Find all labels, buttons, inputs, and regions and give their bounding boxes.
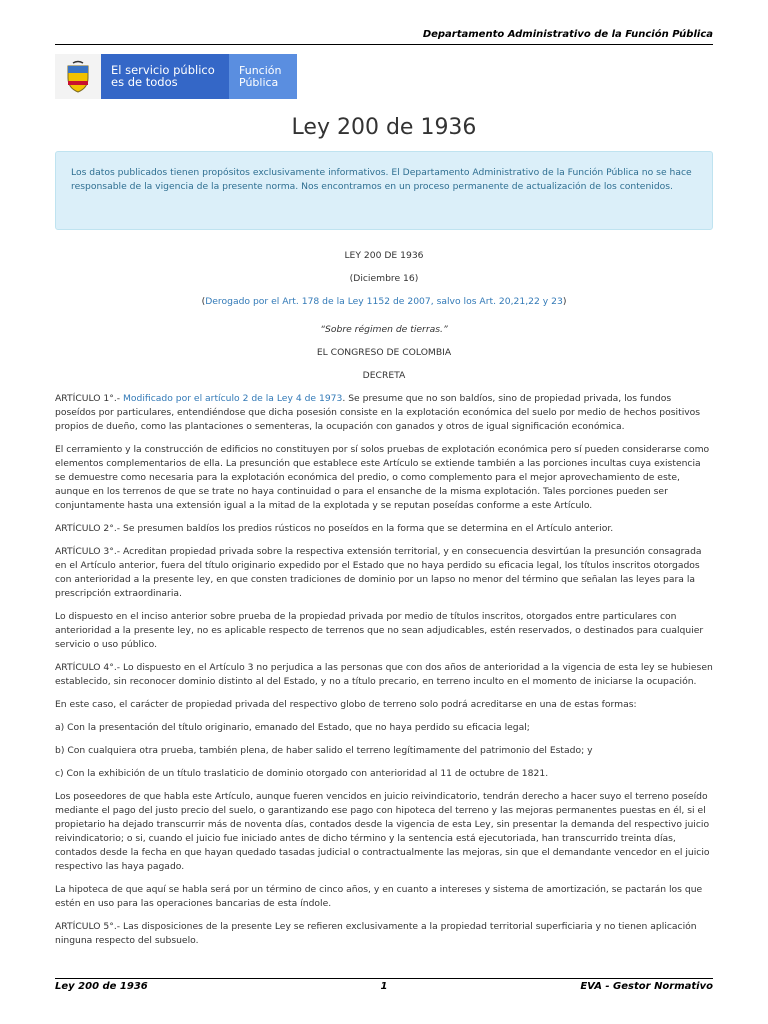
page-header-org: Departamento Administrativo de la Función Pública: [422, 29, 713, 40]
paragraph-hipoteca: La hipoteca de que aquí se habla será por un término de cinco años, y en cuanto a intereses y sistema de amortización, se pactarán los que estén en uso para las operaciones bancarias de esta índole.: [55, 884, 703, 909]
colombia-coat-of-arms-icon: [55, 54, 101, 99]
paragraph-cerramiento: El cerramiento y la construcción de edificios no constituyen por sí solos pruebas de explotación económica pero sí pueden considerarse como elementos complementarios de ella. La presunción que establece este Artículo se extiende también a las porciones incultas cuya existencia se demuestre como necesaria para la explotación económica del predio, o como complemento para el mejor aprovechamiento de este, aunque en los terrenos de que se trate no haya continuidad o para el ensanche de la misma explotación. Tales porciones pueden ser conjuntamente hasta una extensión igual a la mitad de la explotada y se reputan poseídas conforme a este Artículo.: [55, 444, 710, 511]
gov-logo: [55, 54, 297, 99]
article-5: ARTÍCULO 5°.- Las disposiciones de la presente Ley se refieren exclusivamente a la propiedad territorial superficiaria y no tienen aplicación ninguna respecto del subsuelo.: [55, 921, 697, 946]
law-heading: LEY 200 DE 1936: [344, 250, 424, 261]
law-subject: “Sobre régimen de tierras.”: [320, 324, 448, 335]
paragraph-caso: En este caso, el carácter de propiedad privada del respectivo globo de terreno solo podrá acreditarse en una de estas formas:: [55, 699, 637, 710]
disclaimer-notice: Los datos publicados tienen propósitos exclusivamente informativos. El Departamento Administrativo de la Función Pública no se hace responsable de la vigencia de la presente norma. Nos encontramos en un proceso permanente de actualización de los contenidos.: [55, 151, 713, 230]
item-a: a) Con la presentación del título originario, emanado del Estado, que no haya perdido su eficacia legal;: [55, 722, 530, 733]
article-2: ARTÍCULO 2°.- Se presumen baldíos los predios rústicos no poseídos en la forma que se determina en el Artículo anterior.: [55, 523, 614, 534]
paragraph-dispuesto: Lo dispuesto en el inciso anterior sobre prueba de la propiedad privada por medio de títulos inscritos, otorgados entre particulares con anterioridad a la presente ley, no es aplicable respecto de terrenos que no sean adjudicables, estén reservados, o destinados para cualquier servicio o uso público.: [55, 611, 704, 650]
item-c: c) Con la exhibición de un título traslaticio de dominio otorgado con anterioridad al 11 de octubre de 1821.: [55, 768, 549, 779]
law-content: [55, 249, 713, 957]
article-4: ARTÍCULO 4°.- Lo dispuesto en el Artículo 3 no perjudica a las personas que con dos años de anterioridad a la vigencia de esta ley se hubiesen establecido, sin reconocer dominio distinto al del Estado, y no a título precario, en terreno inculto en el momento de iniciarse la ocupación.: [55, 662, 713, 687]
derogation-link[interactable]: Derogado por el Art. 178 de la Ley 1152 de 2007, salvo los Art. 20,21,22 y 23: [205, 296, 563, 307]
logo-slogan: El servicio público es de todos: [101, 54, 229, 99]
paragraph-poseedores: Los poseedores de que habla este Artículo, aunque fueren vencidos en juicio reivindicatorio, tendrán derecho a hacer suyo el terreno poseído mediante el pago del justo precio del suelo, o garantizando ese pago con hipoteca del terreno y las mejoras permanentes puestas en él, si el propietario ha dejado transcurrir más de noventa días, contados desde la vigencia de esta Ley, sin presentar la demanda del respectivo juicio reivindicatorio; o si, cuando el juicio fue iniciado antes de dicho término y la sentencia está ejecutoriada, han transcurrido treinta días, contados desde la fecha en que hayan quedado tasadas judicial o contractualmente las mejoras, sin que el demandante vencedor en el juicio respectivo las haya pagado.: [55, 791, 710, 872]
logo-funcion-publica: Función Pública: [229, 54, 297, 99]
article-1: ARTÍCULO 1°.- Modificado por el artículo 2 de la Ley 4 de 1973. Se presume que no son baldíos, sino de propiedad privada, los fundos poseídos por particulares, entendiéndose que dicha posesión consiste en la explotación económica del suelo por medio de hechos positivos propios de dueño, como las plantaciones o sementeras, la ocupación con ganados y otros de igual significación económica.: [55, 393, 701, 432]
page-title: Ley 200 de 1936: [291, 115, 477, 140]
congress-line: EL CONGRESO DE COLOMBIA: [316, 347, 452, 358]
footer-divider: [55, 978, 713, 979]
item-b: b) Con cualquiera otra prueba, también plena, de haber salido el terreno legítimamente del patrimonio del Estado; y: [55, 745, 593, 756]
derogation-note: (Derogado por el Art. 178 de la Ley 1152 de 2007, salvo los Art. 20,21,22 y 23): [201, 296, 567, 307]
header-divider: [55, 44, 713, 45]
page-footer: [55, 981, 713, 995]
footer-system-name: EVA - Gestor Normativo: [580, 981, 713, 992]
footer-page-number: 1: [380, 981, 388, 992]
law-date: (Diciembre 16): [349, 273, 419, 284]
footer-law-title: Ley 200 de 1936: [55, 981, 148, 992]
decrees-line: DECRETA: [362, 370, 406, 381]
article-3: ARTÍCULO 3°.- Acreditan propiedad privada sobre la respectiva extensión territorial, y en consecuencia desvirtúan la presunción consagrada en el Artículo anterior, fuera del título originario expedido por el Estado que no haya perdido su eficacia legal, los títulos inscritos otorgados con anterioridad a la presente ley, en que consten tradiciones de dominio por un lapso no menor del término que señalan las leyes para la prescripción extraordinaria.: [55, 546, 702, 599]
article-1-modification-link[interactable]: Modificado por el artículo 2 de la Ley 4 de 1973: [123, 393, 343, 404]
